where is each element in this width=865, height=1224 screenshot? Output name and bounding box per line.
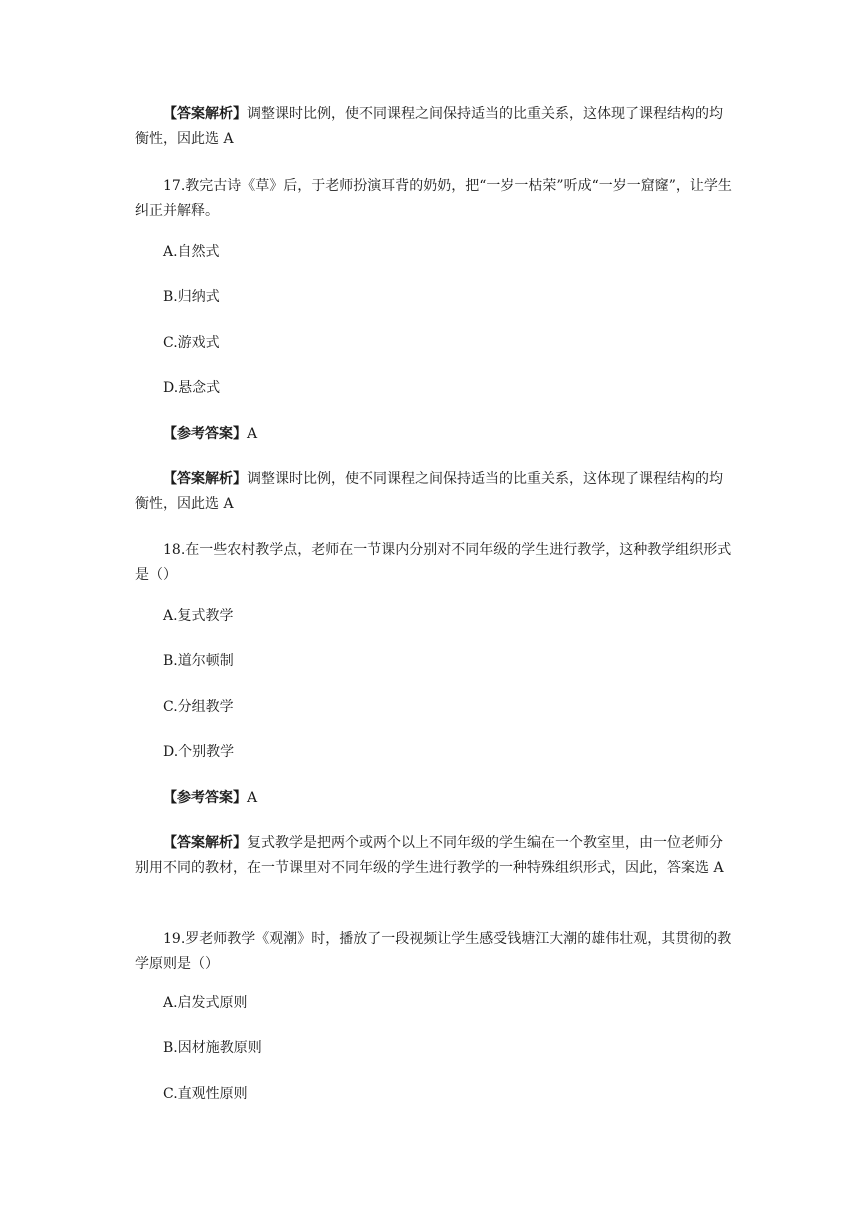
option-b: B.因材施教原则 xyxy=(163,1040,262,1056)
answer-explanation xyxy=(135,102,735,152)
reference-answer xyxy=(135,422,735,447)
explanation-text: 调整课时比例，使不同课程之间保持适当的比重关系，这体现了课程结构的均衡性，因此选 A xyxy=(135,471,723,512)
explanation-label: 【答案解析】 xyxy=(163,471,247,487)
option-a: A.自然式 xyxy=(163,244,220,260)
option-a: A.复式教学 xyxy=(163,608,234,624)
option-c: C.分组教学 xyxy=(163,699,234,715)
reference-answer-value: A xyxy=(247,426,258,442)
explanation-label: 【答案解析】 xyxy=(163,835,247,851)
question-18: 18.在一些农村教学点，老师在一节课内分别对不同年级的学生进行教学，这种教学组织形式是（） xyxy=(135,542,732,583)
question-17: 17.教完古诗《草》后，于老师扮演耳背的奶奶，把“一岁一枯荣”听成“一岁一窟窿”，让学生纠正并解释。 xyxy=(135,178,732,219)
option-b: B.归纳式 xyxy=(163,289,220,305)
option-c: C.直观性原则 xyxy=(163,1086,248,1102)
explanation-label: 【答案解析】 xyxy=(163,106,247,122)
option-b: B.道尔顿制 xyxy=(163,653,234,669)
answer-explanation xyxy=(135,831,735,881)
question-19: 19.罗老师教学《观潮》时，播放了一段视频让学生感受钱塘江大潮的雄伟壮观，其贯彻的教学原则是（） xyxy=(135,931,732,972)
option-c: C.游戏式 xyxy=(163,335,220,351)
option-d: D.悬念式 xyxy=(163,380,221,396)
explanation-text: 调整课时比例，使不同课程之间保持适当的比重关系，这体现了课程结构的均衡性，因此选 A xyxy=(135,106,723,147)
option-a: A.启发式原则 xyxy=(163,995,248,1011)
reference-answer-label: 【参考答案】 xyxy=(163,426,247,442)
explanation-text: 复式教学是把两个或两个以上不同年级的学生编在一个教室里，由一位老师分别用不同的教材，在一节课里对不同年级的学生进行教学的一种特殊组织形式，因此，答案选 A xyxy=(135,835,724,876)
answer-explanation xyxy=(135,467,735,517)
reference-answer-label: 【参考答案】 xyxy=(163,790,247,806)
option-d: D.个别教学 xyxy=(163,744,235,760)
reference-answer xyxy=(135,786,735,811)
reference-answer-value: A xyxy=(247,790,258,806)
